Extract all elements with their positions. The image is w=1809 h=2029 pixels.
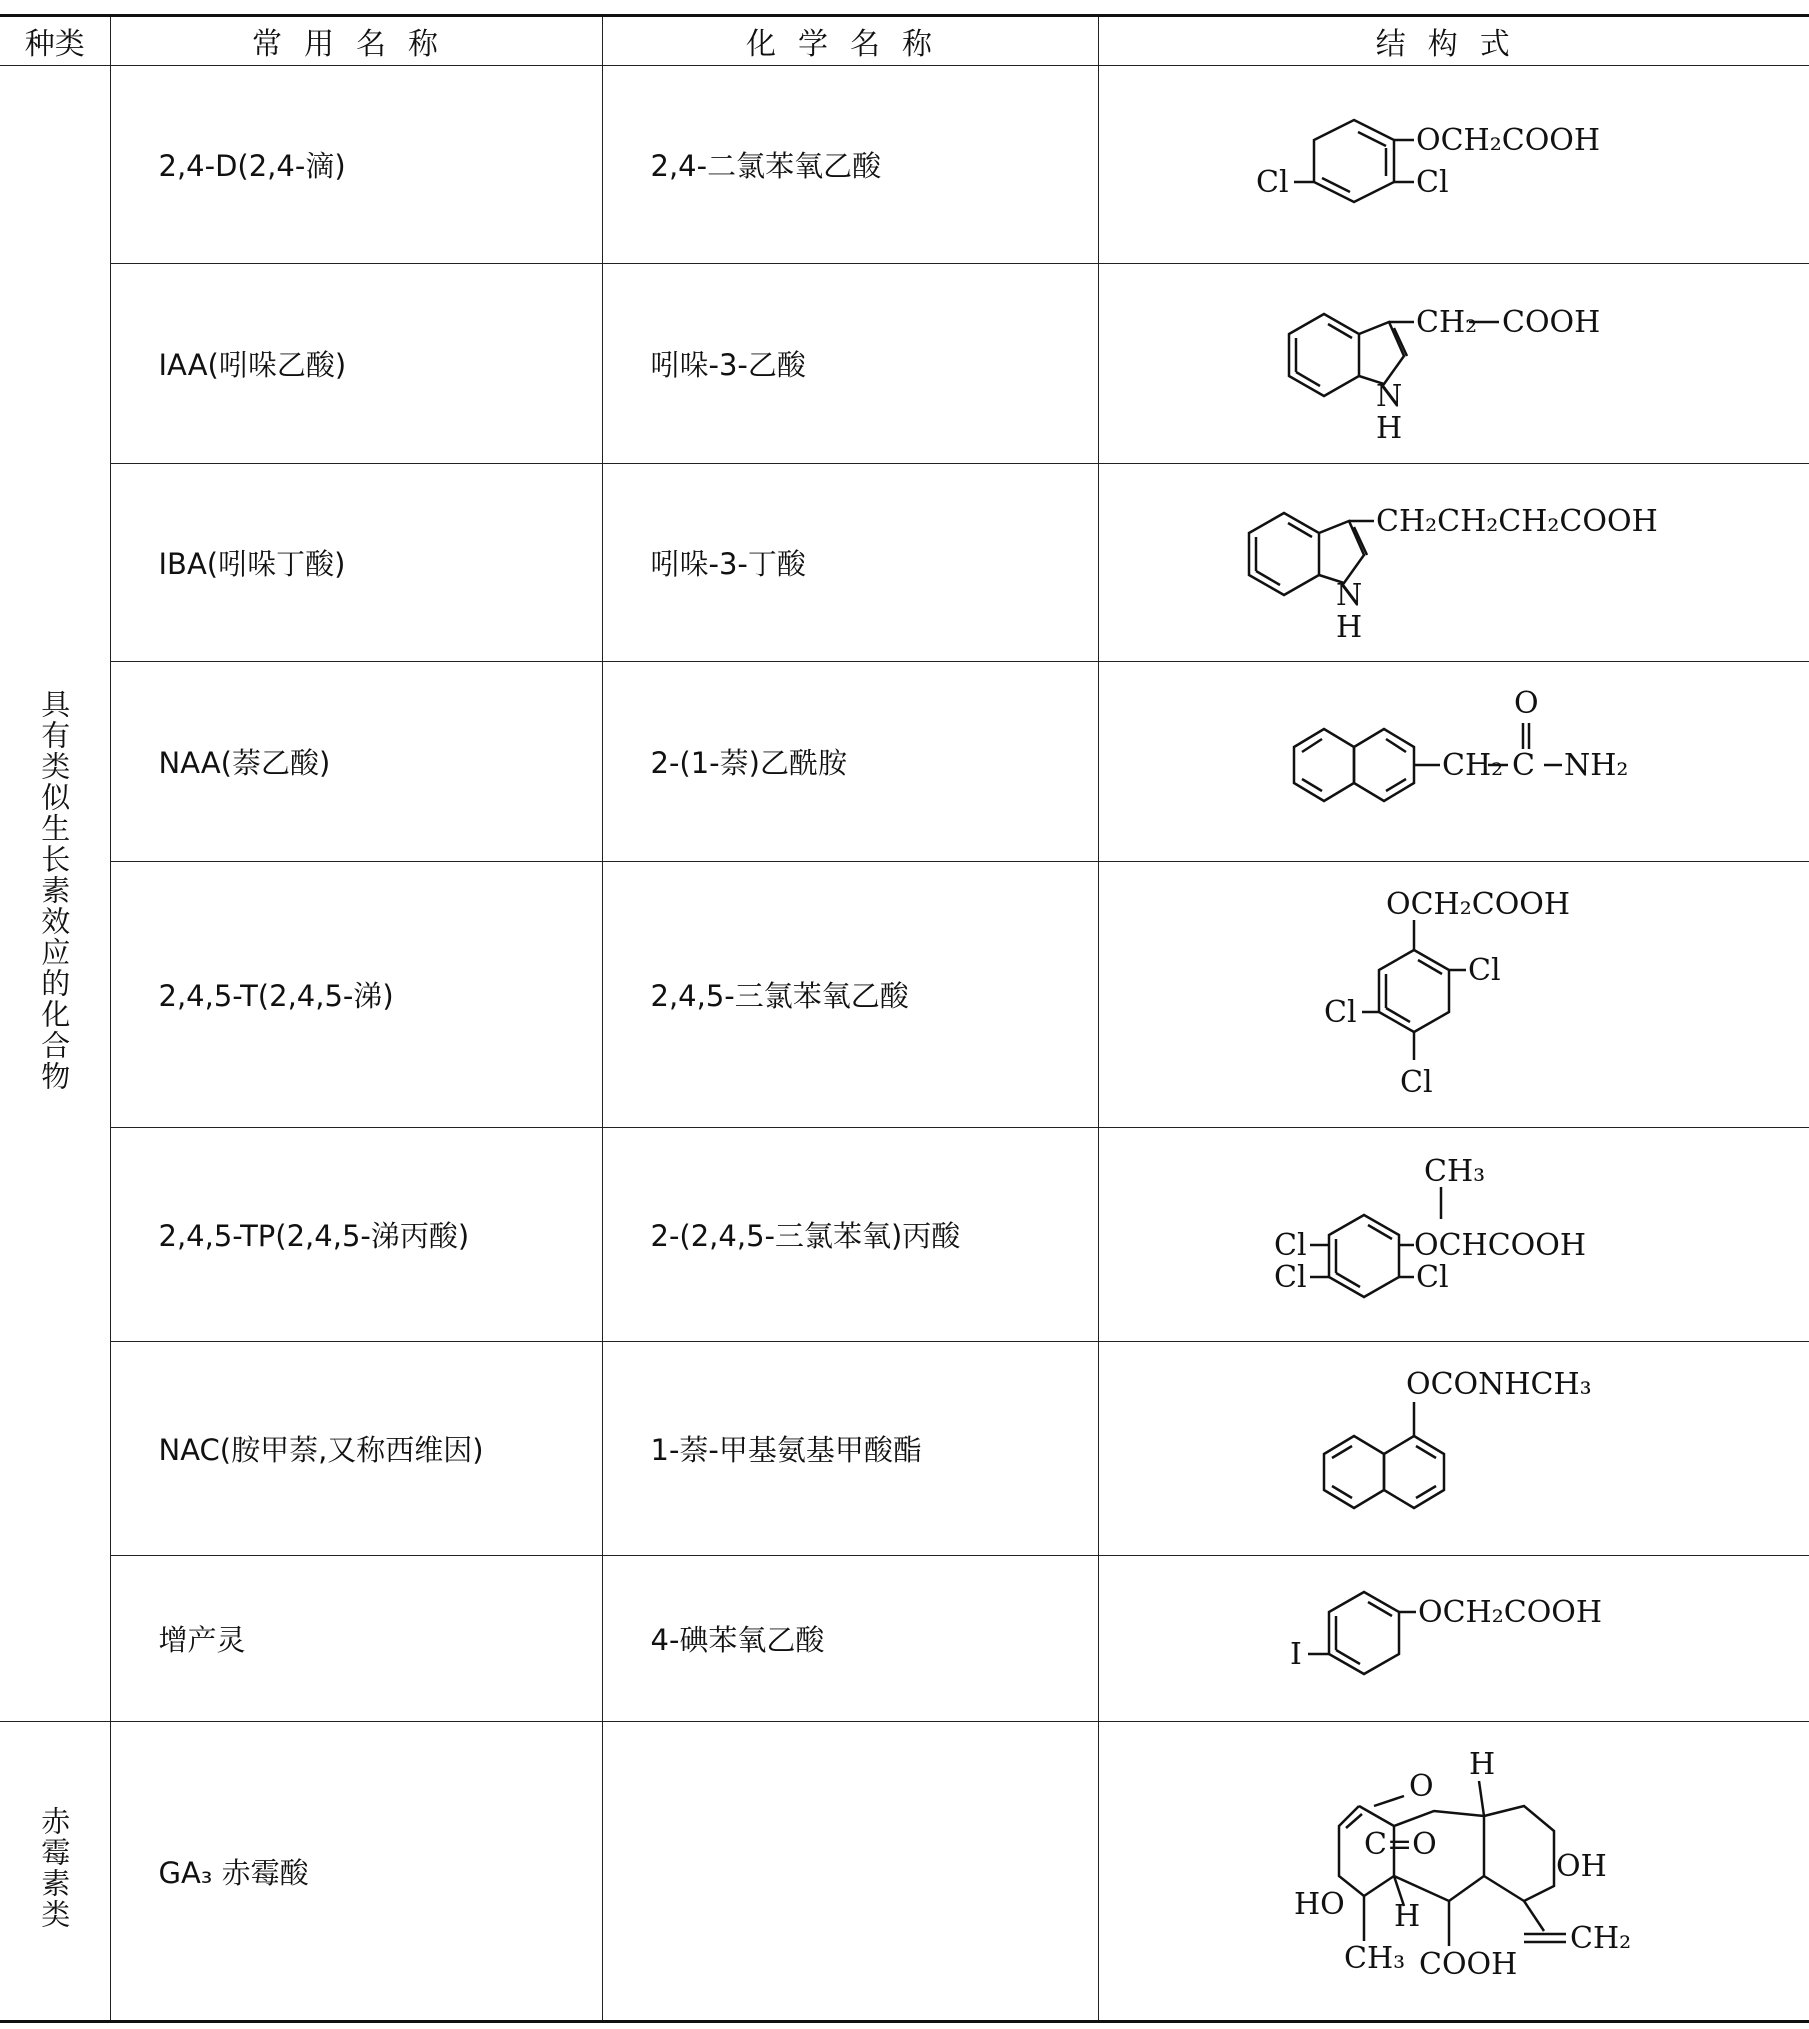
structure-label: Cl [1415, 164, 1449, 200]
structure-label: HO [1293, 1887, 1345, 1922]
structure-label: OCH₂COOH [1385, 886, 1570, 922]
compound-table [0, 14, 1809, 2023]
structure-label: OCONHCH₃ [1405, 1366, 1592, 1402]
category-gibberellin: 赤霉素类 [0, 1722, 110, 2022]
common-name: 2,4,5-T(2,4,5-涕) [110, 862, 602, 1128]
structure-label: CH₂CH₂CH₂COOH [1375, 503, 1658, 539]
structure-label: I [1289, 1636, 1302, 1672]
structure-2-4-D [1098, 66, 1809, 264]
structure-label: H [1375, 410, 1402, 444]
chemical-name: 吲哚-3-乙酸 [602, 264, 1098, 464]
structure-label: N [1375, 378, 1402, 414]
table-row [0, 464, 1809, 662]
structure-label: Cl [1273, 1227, 1307, 1263]
structure-label: CH₂ [1415, 304, 1477, 340]
structure-label: H [1393, 1899, 1420, 1934]
structure-label: C=O [1363, 1827, 1437, 1862]
structure-label: O [1408, 1769, 1434, 1804]
structure-label: Cl [1273, 1259, 1307, 1295]
structure-label: CH₂ [1441, 747, 1503, 783]
structure-label: Cl [1415, 1259, 1449, 1295]
structure-label: COOH [1501, 304, 1601, 340]
table-row [0, 66, 1809, 264]
structure-2-4-5-TP [1098, 1128, 1809, 1342]
common-name: NAA(萘乙酸) [110, 662, 602, 862]
common-name: GA₃ 赤霉酸 [110, 1722, 602, 2022]
structure-zengchanling [1098, 1556, 1809, 1722]
chemical-name: 吲哚-3-丁酸 [602, 464, 1098, 662]
header-structure: 结构式 [1098, 16, 1809, 66]
chemical-name: 2-(1-萘)乙酰胺 [602, 662, 1098, 862]
structure-NAA [1098, 662, 1809, 862]
structure-label: O [1513, 685, 1539, 721]
table-row [0, 1556, 1809, 1722]
structure-label: CH₃ [1423, 1153, 1485, 1189]
structure-label: COOH [1418, 1947, 1518, 1982]
structure-label: Cl [1255, 164, 1289, 200]
common-name: 增产灵 [110, 1556, 602, 1722]
chemical-name [602, 1722, 1098, 2022]
structure-label: Cl [1399, 1064, 1433, 1100]
table-row [0, 1722, 1809, 2022]
structure-label: NH₂ [1563, 747, 1629, 783]
structure-label: Cl [1323, 994, 1357, 1030]
structure-label: OH [1555, 1849, 1607, 1884]
header-chemical-name: 化学名称 [602, 16, 1098, 66]
structure-label: CH₃ [1343, 1941, 1405, 1976]
common-name: 2,4-D(2,4-滴) [110, 66, 602, 264]
structure-GA3 [1098, 1722, 1809, 2022]
structure-label: OCH₂COOH [1415, 122, 1600, 158]
structure-label: OCHCOOH [1413, 1227, 1586, 1263]
chemical-name: 1-萘-甲基氨基甲酸酯 [602, 1342, 1098, 1556]
structure-label: Cl [1467, 952, 1501, 988]
chemical-name: 2,4-二氯苯氧乙酸 [602, 66, 1098, 264]
chemical-name: 2-(2,4,5-三氯苯氧)丙酸 [602, 1128, 1098, 1342]
table-row [0, 862, 1809, 1128]
table-row [0, 662, 1809, 862]
structure-label: H [1468, 1747, 1495, 1782]
structure-label: H [1335, 609, 1362, 643]
structure-label: N [1335, 577, 1362, 613]
header-category: 种类 [0, 16, 110, 66]
table-row [0, 1128, 1809, 1342]
structure-2-4-5-T [1098, 862, 1809, 1128]
header-common-name: 常用名称 [110, 16, 602, 66]
table-row [0, 1342, 1809, 1556]
chemical-name: 4-碘苯氧乙酸 [602, 1556, 1098, 1722]
structure-NAC [1098, 1342, 1809, 1556]
chemical-name: 2,4,5-三氯苯氧乙酸 [602, 862, 1098, 1128]
structure-IAA [1098, 264, 1809, 464]
category-auxin-like: 具有类似生长素效应的化合物 [0, 66, 110, 1722]
structure-label: OCH₂COOH [1417, 1594, 1602, 1630]
table-row [0, 264, 1809, 464]
structure-IBA [1098, 464, 1809, 662]
structure-label: CH₂ [1569, 1921, 1631, 1956]
table-header-row [0, 16, 1809, 66]
common-name: 2,4,5-TP(2,4,5-涕丙酸) [110, 1128, 602, 1342]
common-name: IBA(吲哚丁酸) [110, 464, 602, 662]
structure-label: C [1511, 747, 1535, 783]
common-name: IAA(吲哚乙酸) [110, 264, 602, 464]
common-name: NAC(胺甲萘,又称西维因) [110, 1342, 602, 1556]
